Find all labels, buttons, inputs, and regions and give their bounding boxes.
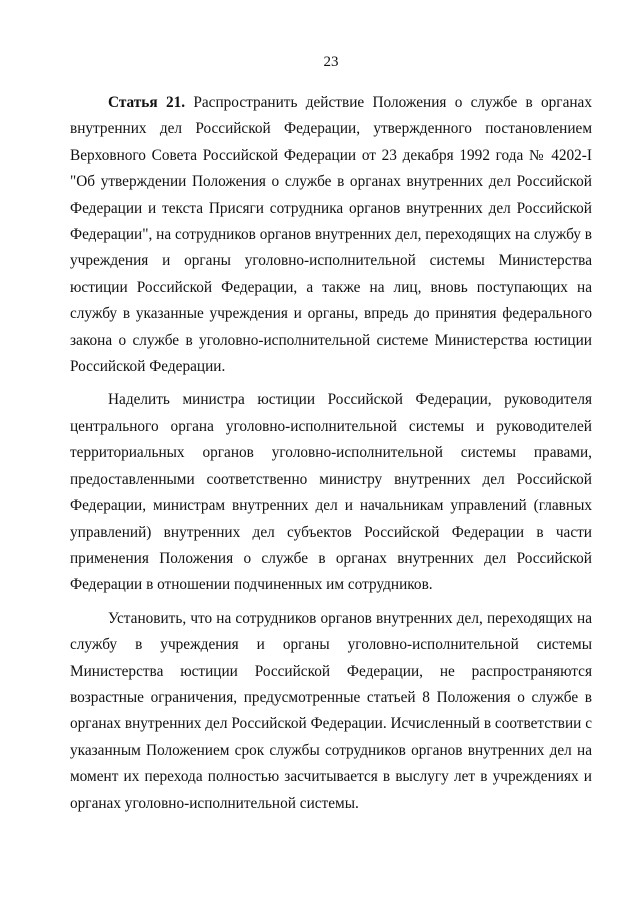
article-paragraph-3: Установить, что на сотрудников органов внутренних дел, переходящих на службу в учреждения и органы уголовно-исполнительной системы Министерства юстиции Российской Федерации, не распространяются возрастные ограничения, предусмотренные статьей 8 Положения о службе в органах внутренних дел Российской Федерации. Исчисленный в соответствии с указанным Положением срок службы сотрудников органов внутренних дел на момент их перехода полностью засчитывается в выслугу лет в учреждениях и органах уголовно-исполнительной системы. bbox=[70, 609, 592, 812]
page-number: 23 bbox=[323, 54, 339, 70]
article-label: Статья 21. bbox=[108, 94, 186, 111]
document-page bbox=[70, 0, 592, 900]
paragraph-text: Распространить действие Положения о службе в органах внутренних дел Российской Федерации, утвержденного постановлением Верховного Совета Российской Федерации от 23 декабря 1992 года № 4202-I "Об утверждении Положения о службе в органах внутренних дел Российской Федерации и текста Присяги сотрудника органов внутренних дел Российской Федерации", на сотрудников органов внутренних дел, переходящих на службу в учреждения и органы уголовно-исполнительной системы Министерства юстиции Российской Федерации, а также на лиц, вновь поступающих на службу в указанные учреждения и органы, впредь до принятия федерального закона о службе в уголовно-исполнительной системе Министерства юстиции Российской Федерации. bbox=[70, 94, 593, 376]
article-body bbox=[70, 90, 592, 824]
article-paragraph-1 bbox=[70, 90, 592, 380]
article-paragraph-2: Наделить министра юстиции Российской Федерации, руководителя центрального органа уголовно-исполнительной системы и руководителей территориальных органов уголовно-исполнительной системы правами, предоставленными соответственно министру внутренних дел Российской Федерации, министрам внутренних дел и начальникам управлений (главных управлений) внутренних дел субъектов Российской Федерации в части применения Положения о службе в органах внутренних дел Российской Федерации в отношении подчиненных им сотрудников. bbox=[70, 391, 592, 594]
